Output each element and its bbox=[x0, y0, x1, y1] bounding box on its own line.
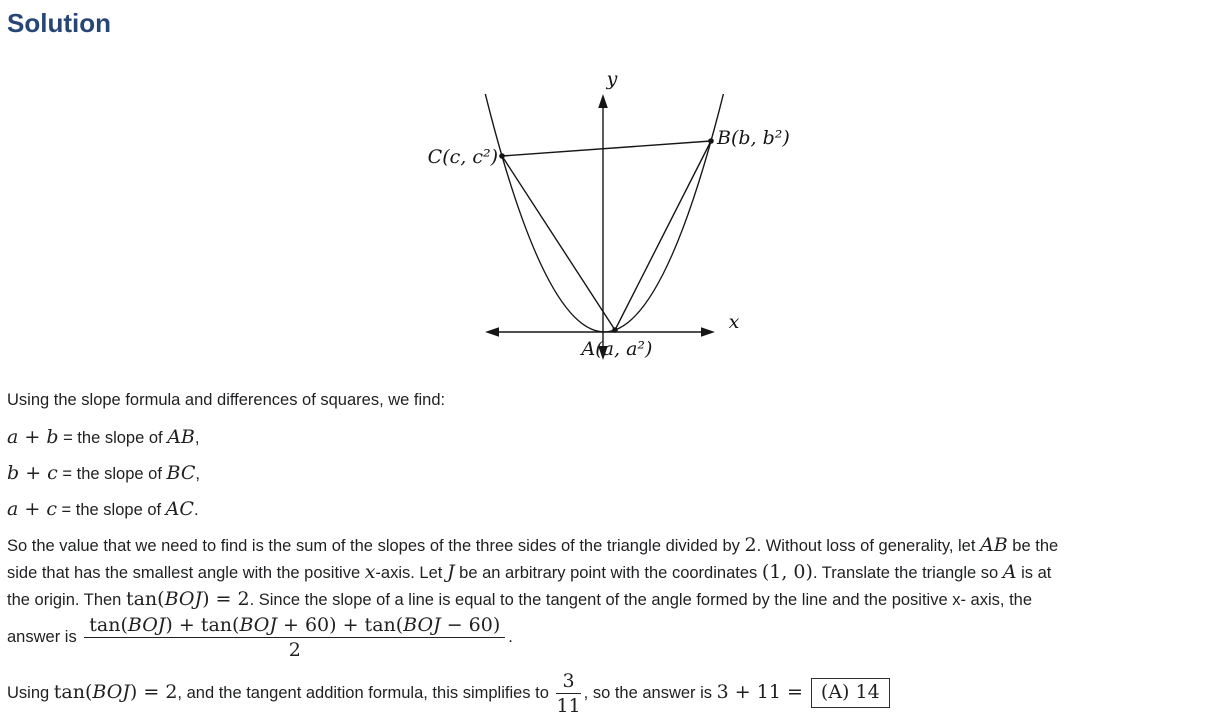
text-segment: − 60) bbox=[440, 614, 501, 636]
section-heading: Solution bbox=[7, 8, 111, 38]
y-axis-label: y bbox=[606, 68, 618, 90]
text-segment: 3 + 11 = bbox=[716, 680, 809, 703]
three-elevenths-fraction bbox=[556, 670, 580, 717]
text-segment: , bbox=[194, 429, 200, 447]
text-segment: . Translate the triangle so bbox=[812, 564, 1003, 582]
text-segment: BOJ bbox=[239, 614, 277, 636]
text-segment: J bbox=[446, 561, 455, 583]
text-segment: b + c bbox=[7, 462, 58, 484]
text-segment: BOJ bbox=[164, 588, 203, 610]
text-segment: BOJ bbox=[127, 614, 166, 636]
text-segment: . bbox=[508, 627, 513, 646]
point-a-dot bbox=[612, 327, 618, 333]
text-segment: answer is bbox=[7, 627, 82, 646]
triangle-edge-ba bbox=[615, 141, 711, 330]
slope-line-bc bbox=[7, 462, 200, 484]
text-segment: a + b bbox=[7, 426, 59, 448]
text-segment: -axis. Let bbox=[375, 564, 447, 582]
slope-line-ab bbox=[7, 426, 199, 448]
answer-expression-line bbox=[7, 614, 513, 661]
text-segment: = the slope of bbox=[56, 501, 166, 519]
text-segment: Using the slope formula and differences of squares, we find: bbox=[7, 391, 446, 409]
text-segment: . Since the slope of a line is equal to the tangent of the angle formed by the line and the positive x- axis, the bbox=[249, 591, 1033, 609]
text-segment: a + c bbox=[7, 498, 57, 520]
text-segment: Using bbox=[7, 683, 54, 702]
text-segment: ) = 2 bbox=[129, 680, 178, 703]
text-segment: = the slope of bbox=[58, 429, 168, 447]
text-segment: A bbox=[1002, 561, 1017, 583]
text-segment: be an arbitrary point with the coordinates bbox=[454, 564, 762, 582]
text-segment: tan( bbox=[125, 588, 165, 610]
para-line-1 bbox=[7, 534, 1058, 556]
text-segment: So the value that we need to find is the sum of the slopes of the three sides of the triangle divided by bbox=[7, 537, 745, 555]
text-segment: ) + tan( bbox=[165, 614, 240, 636]
text-segment: . Without loss of generality, let bbox=[756, 537, 981, 555]
triangle-edge-ca bbox=[502, 156, 615, 330]
para-line-3 bbox=[7, 588, 1032, 610]
point-c-label: C(c, c²) bbox=[427, 146, 498, 168]
text-segment: 2 bbox=[744, 534, 757, 556]
fraction-denominator: 11 bbox=[556, 695, 581, 717]
text-segment: AB bbox=[980, 534, 1008, 556]
text-segment: = the slope of bbox=[57, 465, 167, 483]
text-segment: be the bbox=[1007, 537, 1059, 555]
tangent-sum-fraction bbox=[84, 614, 505, 661]
text-segment: x bbox=[364, 561, 376, 583]
text-segment: AC bbox=[165, 498, 194, 520]
intro-line bbox=[7, 391, 445, 410]
triangle-edge-cb bbox=[502, 141, 711, 156]
boxed-answer: (A) 14 bbox=[811, 678, 890, 708]
parabola-diagram bbox=[415, 66, 805, 374]
final-line bbox=[7, 670, 890, 717]
text-segment: . bbox=[193, 501, 199, 519]
fraction-numerator: 3 bbox=[556, 670, 580, 694]
point-c-dot bbox=[499, 153, 505, 159]
answer-line-suffix bbox=[508, 628, 513, 646]
text-segment: ) = 2 bbox=[202, 588, 250, 610]
text-segment: AB bbox=[167, 426, 195, 448]
point-a-label: A(a, a²) bbox=[581, 338, 653, 360]
text-segment: side that has the smallest angle with the positive bbox=[7, 564, 365, 582]
text-segment: , so the answer is bbox=[583, 683, 717, 702]
text-segment: , bbox=[195, 465, 200, 483]
text-segment: tan( bbox=[53, 680, 93, 703]
text-segment: BOJ bbox=[403, 614, 441, 636]
x-axis-left-arrowhead bbox=[485, 327, 499, 337]
answer-line-prefix bbox=[7, 628, 81, 646]
text-segment: (1, 0) bbox=[761, 561, 813, 583]
point-b-dot bbox=[708, 138, 714, 144]
x-axis-label: x bbox=[728, 311, 740, 333]
text-segment: is at bbox=[1016, 564, 1052, 582]
text-segment: 2 bbox=[288, 639, 301, 661]
text-segment: , and the tangent addition formula, this simplifies to bbox=[177, 683, 554, 702]
para-line-2 bbox=[7, 561, 1051, 583]
text-segment: + 60) + tan( bbox=[276, 614, 404, 636]
fraction-denominator bbox=[84, 638, 505, 661]
point-b-label: B(b, b²) bbox=[717, 127, 790, 149]
parabola-curve bbox=[485, 94, 723, 332]
slope-line-ac bbox=[7, 498, 199, 520]
final-line-prefix bbox=[7, 680, 554, 703]
text-segment: BOJ bbox=[92, 680, 130, 703]
text-segment: the origin. Then bbox=[7, 591, 126, 609]
text-segment: BC bbox=[166, 462, 196, 484]
fraction-numerator bbox=[84, 614, 505, 638]
text-segment: tan( bbox=[89, 614, 128, 636]
x-axis-right-arrowhead bbox=[701, 327, 715, 337]
y-axis-top-arrowhead bbox=[598, 94, 608, 108]
final-line-middle bbox=[583, 680, 809, 703]
